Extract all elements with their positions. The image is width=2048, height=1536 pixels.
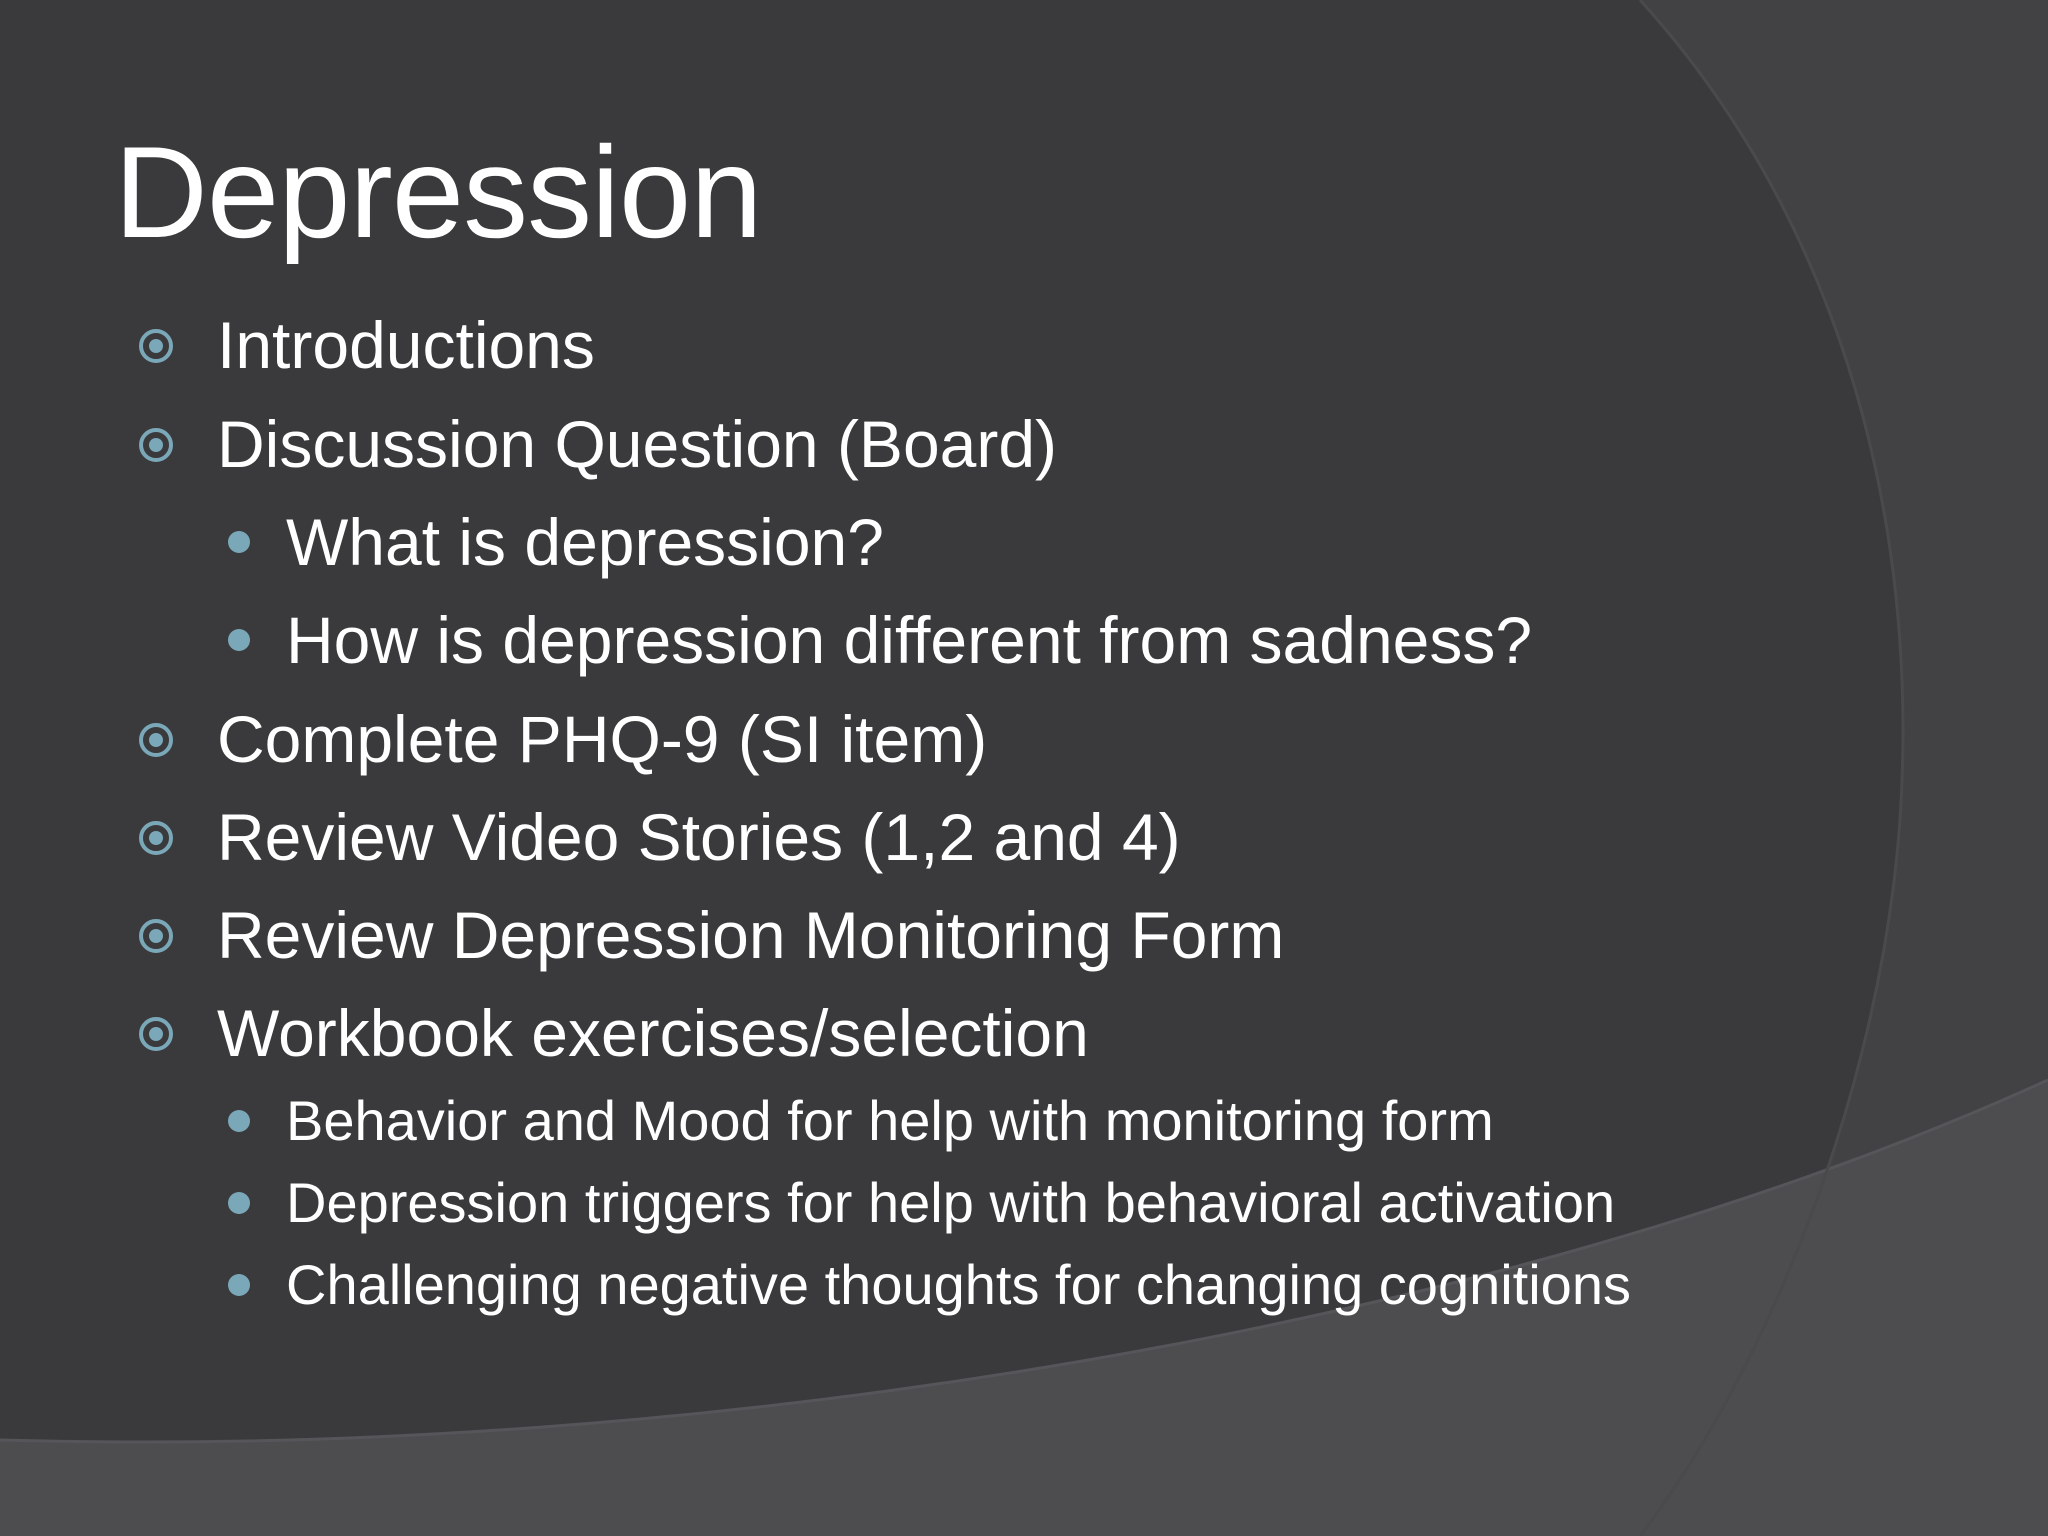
circle-target-bullet-icon [139, 428, 173, 462]
list-item: Review Video Stories (1,2 and 4) [217, 800, 1181, 874]
list-item: Introductions [217, 308, 595, 382]
list-item: What is depression? [286, 505, 884, 579]
list-item: Behavior and Mood for help with monitoring form [286, 1089, 1494, 1152]
list-item: Discussion Question (Board) [217, 407, 1058, 481]
circle-target-bullet-icon [139, 1017, 173, 1051]
list-item: Depression triggers for help with behavioral activation [286, 1171, 1616, 1234]
dot-bullet-icon [228, 531, 250, 553]
slide-title: Depression [114, 119, 762, 265]
list-item: Challenging negative thoughts for changing cognitions [286, 1253, 1631, 1316]
circle-target-bullet-icon [139, 919, 173, 953]
dot-bullet-icon [228, 1192, 250, 1214]
list-item: Workbook exercises/selection [217, 996, 1089, 1070]
circle-target-bullet-icon [139, 723, 173, 757]
circle-target-bullet-icon [139, 821, 173, 855]
list-item: How is depression different from sadness? [286, 603, 1533, 677]
list-item: Review Depression Monitoring Form [217, 898, 1285, 972]
dot-bullet-icon [228, 1274, 250, 1296]
list-item: Complete PHQ-9 (SI item) [217, 702, 988, 776]
circle-target-bullet-icon [139, 329, 173, 363]
dot-bullet-icon [228, 629, 250, 651]
dot-bullet-icon [228, 1110, 250, 1132]
